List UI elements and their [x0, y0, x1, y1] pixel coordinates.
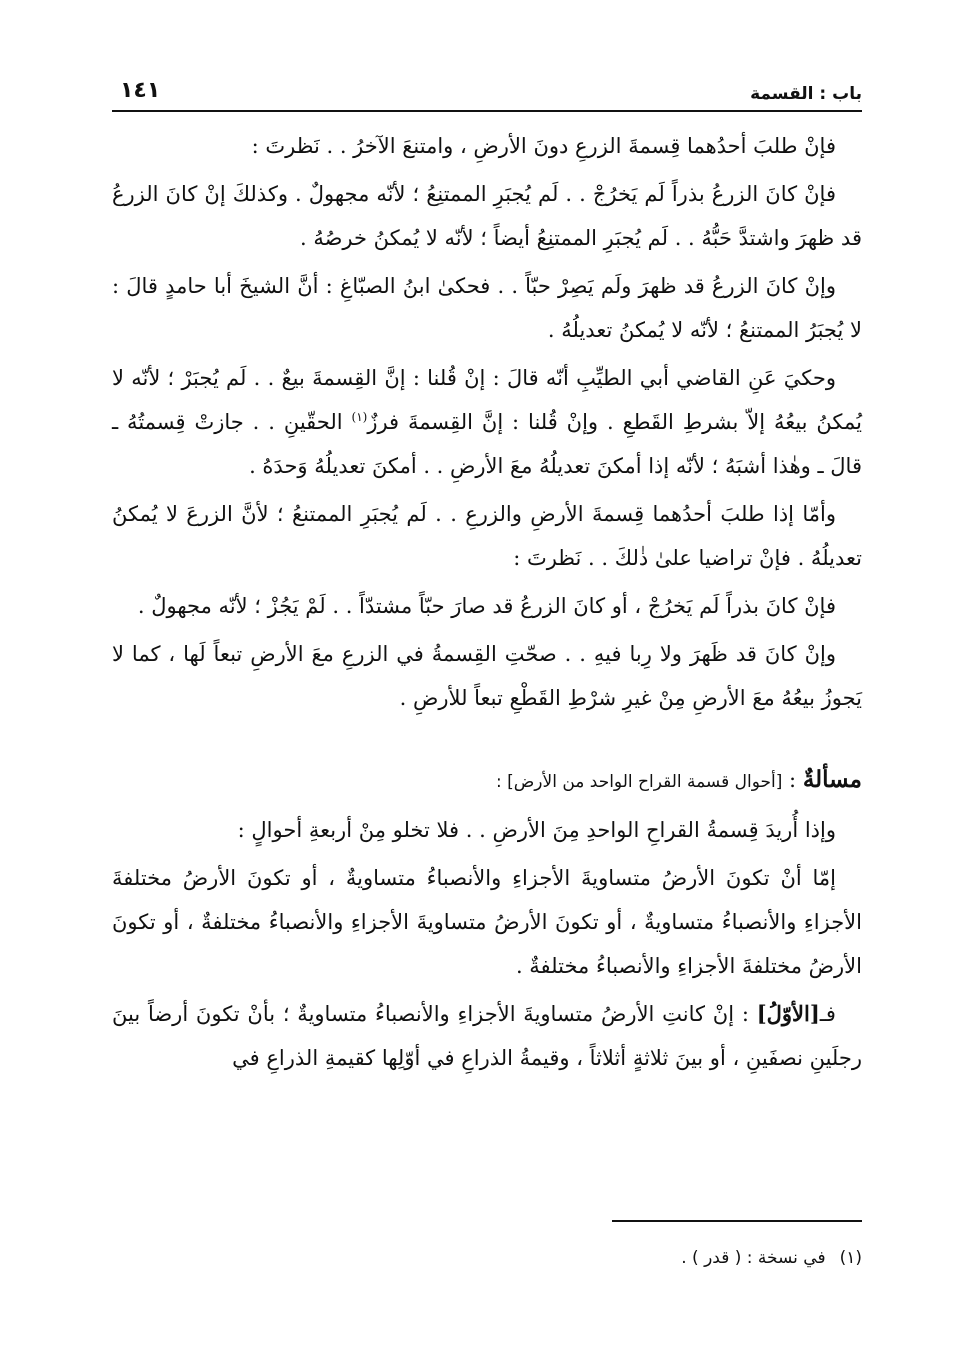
first-case-label: [الأوّلُ]	[756, 1001, 820, 1026]
paragraph-4-part-b: الحقّينِ . . جازتْ قِسمتُهُ ـ قالَ ـ وهٰذا أشبَهُ ؛ لأنّه إذا أمكنَ تعديلُهُ معَ الأرضِ . . أمكنَ تعديلُهُ وَحدَهُ .	[112, 410, 862, 478]
masala-title: [أحوال قسمة القراح الواحد من الأرض] :	[495, 772, 783, 792]
masala-label: مسألةٌ	[802, 766, 862, 793]
footnote-reference: (١)	[351, 410, 368, 424]
footnote-number: (١)	[839, 1248, 862, 1268]
first-case-text: : إنْ كانتِ الأرضُ متساويةَ الأجزاءِ والأنصباءُ متساويةٌ ؛ بأنْ تكونَ أرضاً بينَ رجلَينِ نصفَينِ ، أو بينَ ثلاثةٍ أثلاثاً ، وقيمةُ الذراعِ في أوّلِها كقيمةِ الذراعِ في	[112, 1002, 862, 1070]
paragraph-1: فإنْ طلبَ أحدُهما قِسمةَ الزرعِ دونَ الأرضِ ، وامتنعَ الآخرُ . . نَظرتَ :	[251, 134, 836, 158]
paragraph-5: وأمّا إذا طلبَ أحدُهما قِسمةَ الأرضِ والزرعِ . . لَم يُجبَرِ الممتنعُ ؛ لأنَّ الزرعَ لا يُمكنُ تعديلُهُ . فإنْ تراضيا علىٰ ذٰلكَ . . نَظرتَ :	[112, 502, 862, 570]
paragraph-2: فإنْ كانَ الزرعُ بذراً لَم يَخرُجْ . . لَم يُجبَرِ الممتنِعُ ؛ لأنّه مجهولٌ . وكذلكَ إنْ كانَ الزرعُ قد ظهرَ واشتدَّ حَبُّهُ . . لَم يُجبَرِ الممتنِعُ أيضاً ؛ لأنّه لا يُمكنُ خرصُهُ .	[112, 182, 862, 250]
footnote-separator	[612, 1220, 862, 1222]
paragraph-6: فإنْ كانَ بذراً لَم يَخرُجْ ، أو كانَ الزرعُ قد صارَ حبّاً مشتدّاً . . لَمْ يَجُزْ ؛ لأنّه مجهولٌ .	[137, 594, 836, 618]
footnote	[681, 1248, 862, 1268]
paragraph-4	[112, 356, 862, 488]
masala-heading	[112, 758, 862, 804]
paragraph-8: وإذا أُريدَ قِسمةُ القراحِ الواحدِ مِنَ الأرضِ . . فلا تخلو مِنْ أربعةِ أحوالٍ :	[237, 818, 836, 842]
paragraph-3: وإنْ كانَ الزرعُ قد ظهرَ ولَم يَصِرْ حبّاً . . فحكىٰ ابنُ الصبّاغِ : أنَّ الشيخَ أبا حامدٍ قالَ : لا يُجبَرُ الممتنعُ ؛ لأنّه لا يُمكنُ تعديلُهُ .	[112, 274, 862, 342]
masala-separator: :	[789, 768, 797, 792]
first-case-prefix: فـ	[819, 1002, 836, 1026]
footnote-text: في نسخة : ( قدر ) .	[681, 1248, 826, 1268]
paragraph-4-part-a: وحكيَ عَنِ القاضي أبي الطيِّبِ أنّه قالَ : إنْ قُلنا : إنَّ القِسمةَ بيعٌ . . لَم يُجبَرْ ؛ لأنّه لا يُمكنُ بيعُهُ إلاّ بشرطِ القَطعِ . وإنْ قُلنا : إنَّ القِسمةَ فرزٌ	[112, 366, 862, 434]
book-page	[112, 70, 862, 1340]
chapter-title: باب : القسمة	[750, 84, 862, 104]
page-header	[112, 70, 862, 112]
page-number: ١٤١	[120, 78, 161, 103]
paragraph-10	[112, 992, 862, 1080]
page-body	[112, 124, 862, 1080]
paragraph-9: إمّا أنْ تكونَ الأرضُ متساويةَ الأجزاءِ والأنصباءُ متساويةٌ ، أو تكونَ الأرضُ مختلفةَ الأجزاءِ والأنصباءُ متساويةٌ ، أو تكونَ الأرضُ متساويةَ الأجزاءِ والأنصباءُ مختلفةٌ ، أو تكونَ الأرضُ مختلفةَ الأجزاءِ والأنصباءُ مختلفةٌ .	[112, 866, 862, 978]
paragraph-7: وإنْ كانَ قد ظَهرَ ولا رِبا فيهِ . . صحّتِ القِسمةُ في الزرعِ معَ الأرضِ تبعاً لَها ، كما لا يَجوزُ بيعُهُ معَ الأرضِ مِنْ غيرِ شرْطِ القَطْعِ تبعاً للأرضِ .	[112, 642, 862, 710]
